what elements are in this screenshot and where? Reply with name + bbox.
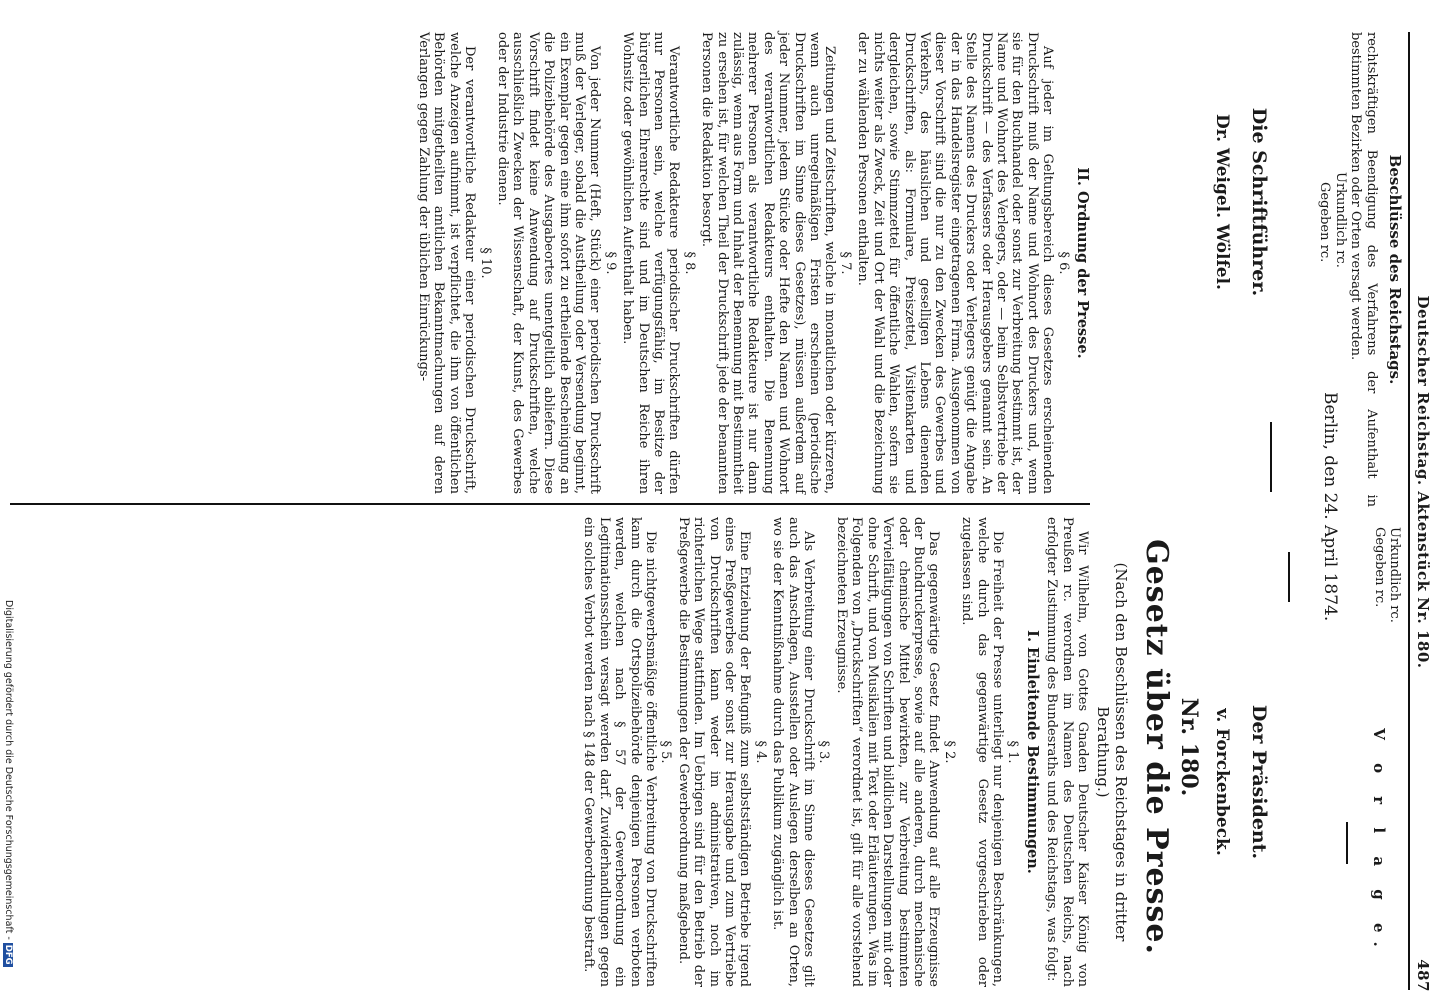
law-subtitle: (Nach den Beschlüssen des Reichstages in dritter Berathung.): [1094, 562, 1130, 942]
paragraph-2-number: § 2.: [941, 740, 957, 764]
resolutions-urkundlich: Urkundlich rc.: [1332, 172, 1348, 268]
paragraph-5-text: Die nichtgewerbsmäßige öffentliche Verbreitung von Druckschriften kann durch die Ortspolizeibehörde denjenigen Personen verboten werden, welchen nach § 57 der Gewerbeordnung ein Legitimationsschein versagt werden darf. Zuwiderhandlungen gegen ein solches Verbot werden nach § 148 der Gewerbeordnung bestraft.: [581, 517, 659, 987]
column-divider: [10, 503, 1090, 505]
vorlage-heading: V o r l a g e.: [1370, 728, 1388, 956]
paragraph-4-number: § 4.: [752, 740, 768, 764]
date-rule-2: [1289, 552, 1291, 602]
paragraph-2-text: Das gegenwärtige Gesetz findet Anwendung auf alle Erzeugnisse der Buchdruckerpresse, sowie auf alle anderen, durch mechanische oder chemische Mittel bewirkten, zur Verbreitung bestimmten Vervielfältigungen von Schriften und bildlichen Darstellungen mit oder ohne Schrift, und von Musikalien mit Text oder Erläuterungen. Was im Folgenden von „Druckschriften“ verordnet ist, gilt für alle vorstehend bezeichneten Erzeugnisse.: [833, 517, 942, 987]
running-header-title: Deutscher Reichstag. Aktenstück Nr. 180.: [1414, 295, 1432, 669]
vorlage-urkundlich: Urkundlich rc.: [1387, 527, 1402, 623]
paragraph-1-number: § 1.: [1005, 740, 1021, 764]
preamble: Wir Wilhelm, von Gottes Gnaden Deutscher Kaiser König von Preußen rc. verordnen im Namen des Deutschen Reichs, nach erfolgter Zustimmung des Bundesraths und des Reichstags, was folgt:: [1044, 517, 1090, 987]
page-number: 487: [1414, 959, 1432, 992]
section-1-title: I. Einleitende Bestimmungen.: [1023, 630, 1041, 874]
header-rule: [1408, 32, 1410, 990]
paragraph-8-number: § 8.: [681, 251, 697, 275]
paragraph-6-number: § 6.: [1055, 251, 1071, 275]
paragraph-5-number: § 5.: [658, 740, 674, 764]
paragraph-7-number: § 7.: [837, 251, 853, 275]
president-name: v. Forckenbeck.: [1212, 708, 1232, 856]
paragraph-1-text: Die Freiheit der Presse unterliegt nur denjenigen Beschränkungen, welche durch das gegenwärtige Gesetz vorgeschrieben oder zugelassen sind.: [959, 517, 1005, 987]
president-role: Der Präsident.: [1248, 704, 1270, 860]
paragraph-4-text: Eine Entziehung der Befugniß zum selbstständigen Betriebe irgend eines Preßgewerbes oder sonst zur Herausgabe und zum Vertriebe von Druckschriften kann weder im administrativen, noch im richterlichen Wege stattfinden. Im Uebrigen sind für den Betrieb der Preßgewerbe die Bestimmungen der Gewerbeordnung maßgebend.: [675, 517, 753, 987]
paragraph-6-text: Auf jeder im Geltungsbereich dieses Gesetzes erscheinenden Druckschrift muß der Name und Wohnort des Druckers und, wenn sie für den Buchhandel oder sonst zur Verbreitung bestimmt ist, der Name und Wohnort des Verlegers, oder — beim Selbstvertriebe der Druckschrift — des Verfassers oder Herausgebers genannt sein. An Stelle des Namens des Druckers oder Verlegers genügt die Angabe der in das Handelsregister eingetragenen Firma. Ausgenommen von dieser Vorschrift sind die nur zu den Zwecken des Gewerbes und Verkehrs, des häuslichen und geselligen Lebens dienenden Druckschriften, als: Formulare, Preiszettel, Visitenkarten und dergleichen, sowie Stimmzettel für öffentliche Wahlen, sofern sie nichts weiter als Zweck, Zeit und Ort der Wahl und die Bezeichnung der zu wählenden Personen enthalten.: [855, 32, 1056, 494]
digitization-watermark: [0, 600, 14, 1000]
date-line: Berlin, den 24. April 1874.: [1320, 392, 1340, 622]
schriftfuehrer-role: Die Schriftführer.: [1248, 107, 1270, 297]
paragraph-7-text: Zeitungen und Zeitschriften, welche in monatlichen oder kürzeren, wenn auch unregelmäßigen Fristen erscheinen (periodische Druckschriften im Sinne dieses Gesetzes), müssen außerdem auf jeder Nummer, jedem Stücke oder Hefte den Namen und Wohnort des verantwortlichen Redakteurs enthalten. Die Benennung mehrerer Personen als verantwortliche Redakteure ist nur dann zulässig, wenn aus Form und Inhalt der Benennung mit Bestimmtheit zu ersehen ist, für welchen Theil der Druckschrift jede der benannten Personen die Redaktion besorgt.: [699, 32, 838, 494]
paragraph-10-number: § 10.: [477, 247, 493, 279]
paragraph-9-number: § 9.: [602, 251, 618, 275]
paragraph-10-text: Der verantwortliche Redakteur einer periodischen Druckschrift, welche Anzeigen aufnimmt, ist verpflichtet, die ihm von öffentlichen Behörden mitgetheilten amtlichen Bekanntmachungen auf deren Verlangen gegen Zahlung der üblichen Einrückungs-: [415, 32, 478, 494]
watermark-text: Digitalisierung gefördert durch die Deutsche Forschungsgemeinschaft -: [3, 600, 14, 940]
vorlage-gegeben: Gegeben rc.: [1371, 527, 1387, 608]
resolutions-heading: Beschlüsse des Reichstags.: [1386, 154, 1404, 385]
resolutions-text: rechtskräftigen Beendigung des Verfahrens der Aufenthalt in bestimmten Bezirken oder Orten versagt werden.: [1348, 32, 1379, 507]
law-column-1: [579, 517, 1090, 987]
date-rule: [1271, 422, 1273, 492]
section-2-title: II. Ordnung der Presse.: [1074, 167, 1091, 359]
law-title: Gesetz über die Presse.: [1139, 539, 1174, 955]
paragraph-9-text: Von jeder Nummer (Heft, Stück) einer periodischen Druckschrift muß der Verleger, sobald die Austheilung oder Versendung beginnt, ein Exemplar gegen eine ihm sofort zu ertheilende Bescheinigung an die Polizeibehörde des Ausgabeortes unentgeltlich abliefern. Diese Vorschrift findet keine Anwendung auf Druckschriften, welche ausschließlich Zwecken der Wissenschaft, der Kunst, des Gewerbes oder der Industrie dienen.: [494, 32, 603, 494]
schriftfuehrer-names: Dr. Weigel. Wölfel.: [1212, 114, 1232, 290]
paragraph-3-number: § 3.: [816, 740, 832, 764]
vorlage-rule: [1347, 822, 1349, 864]
document-number: Nr. 180.: [1176, 697, 1202, 797]
paragraph-8-text: Verantwortliche Redakteure periodischer Druckschriften dürfen nur Personen sein, welche verfügungsfähig, im Besitze der bürgerlichen Ehrenrechte sind und im Deutschen Reiche ihren Wohnsitz oder gewöhnlichen Aufenthalt haben.: [620, 32, 682, 494]
resolutions-gegeben: Gegeben rc.: [1317, 182, 1333, 263]
paragraph-3-text: Als Verbreitung einer Druckschrift im Sinne dieses Gesetzes gilt auch das Anschlagen, Ausstellen oder Auslegen derselben an Orten, wo sie der Kenntnißnahme durch das Publikum zugänglich ist.: [770, 517, 817, 987]
dfg-logo: DFG: [3, 944, 13, 965]
law-column-2: [414, 32, 1090, 494]
